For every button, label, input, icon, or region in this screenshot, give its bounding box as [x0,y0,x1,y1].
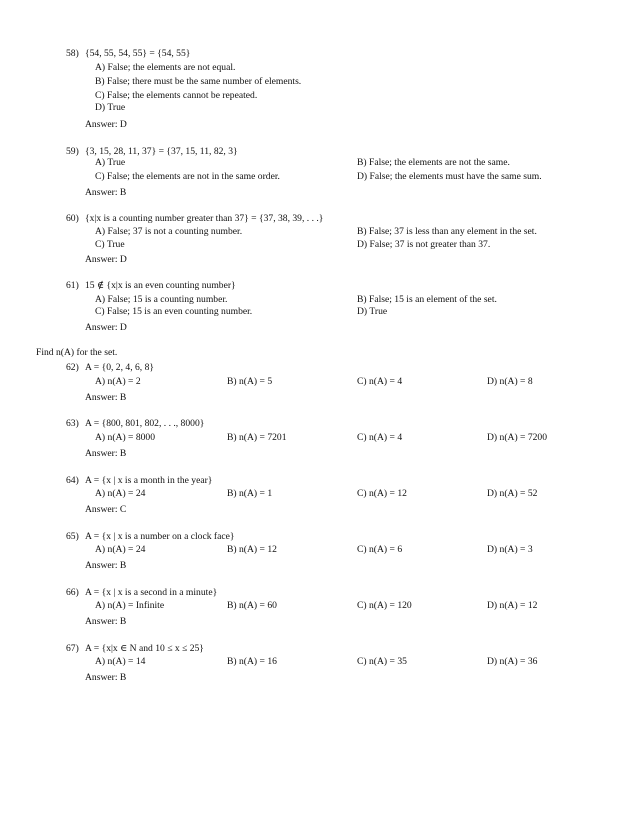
problem-59-question: {3, 15, 28, 11, 37} = {37, 15, 11, 82, 3} [85,146,238,157]
problem-59-number: 59) [66,146,79,157]
problem-62-choice-d: D) n(A) = 8 [487,376,533,387]
problem-58-choice-c: C) False; the elements cannot be repeated. [95,90,258,101]
problem-63-choice-c: C) n(A) = 4 [357,432,403,443]
problem-60-choice-b: B) False; 37 is less than any element in the set. [357,226,537,237]
problem-64-number: 64) [66,475,79,486]
problem-62-answer: Answer: B [85,392,127,403]
problem-66-choice-a: A) n(A) = Infinite [95,600,165,611]
problem-61-choice-c: C) False; 15 is an even counting number. [95,306,253,317]
problem-58-choice-b: B) False; there must be the same number of elements. [95,76,302,87]
problem-65-choice-c: C) n(A) = 6 [357,544,403,555]
problem-61-choice-a: A) False; 15 is a counting number. [95,294,228,305]
problem-66-answer: Answer: B [85,616,127,627]
problem-62-question: A = {0, 2, 4, 6, 8} [85,362,154,373]
problem-62-choice-c: C) n(A) = 4 [357,376,403,387]
problem-67-answer: Answer: B [85,672,127,683]
problem-59-choice-b: B) False; the elements are not the same. [357,157,510,168]
problem-63-choice-b: B) n(A) = 7201 [227,432,287,443]
problem-61-choice-b: B) False; 15 is an element of the set. [357,294,497,305]
problem-59-choice-d: D) False; the elements must have the same sum. [357,171,542,182]
problem-60-choice-c: C) True [95,239,125,250]
problem-66-question: A = {x | x is a second in a minute} [85,587,218,598]
problem-65-choice-a: A) n(A) = 24 [95,544,146,555]
problem-58-choice-d: D) True [95,102,126,113]
problem-61-choice-d: D) True [357,306,388,317]
problem-66-choice-b: B) n(A) = 60 [227,600,277,611]
problem-64-choice-d: D) n(A) = 52 [487,488,538,499]
problem-67-question: A = {x|x ∈ N and 10 ≤ x ≤ 25} [85,643,204,654]
problem-58-question: {54, 55, 54, 55} = {54, 55} [85,48,191,59]
section-heading: Find n(A) for the set. [36,347,118,358]
problem-60-answer: Answer: D [85,254,127,265]
problem-66-choice-d: D) n(A) = 12 [487,600,538,611]
problem-67-choice-b: B) n(A) = 16 [227,656,277,667]
problem-67-choice-a: A) n(A) = 14 [95,656,146,667]
problem-64-answer: Answer: C [85,504,127,515]
problem-65-answer: Answer: B [85,560,127,571]
problem-64-choice-a: A) n(A) = 24 [95,488,146,499]
problem-61-question: 15 ∉ {x|x is an even counting number} [85,280,236,291]
problem-61-answer: Answer: D [85,322,127,333]
problem-63-choice-d: D) n(A) = 7200 [487,432,548,443]
problem-59-choice-a: A) True [95,157,126,168]
problem-65-number: 65) [66,531,79,542]
problem-63-number: 63) [66,418,79,429]
problem-58-answer: Answer: D [85,119,127,130]
problem-62-choice-b: B) n(A) = 5 [227,376,273,387]
problem-59-answer: Answer: B [85,187,127,198]
problem-61-number: 61) [66,280,79,291]
problem-62-choice-a: A) n(A) = 2 [95,376,141,387]
problem-67-choice-d: D) n(A) = 36 [487,656,538,667]
problem-63-answer: Answer: B [85,448,127,459]
problem-60-choice-a: A) False; 37 is not a counting number. [95,226,243,237]
problem-64-choice-c: C) n(A) = 12 [357,488,407,499]
problem-60-choice-d: D) False; 37 is not greater than 37. [357,239,491,250]
problem-62-number: 62) [66,362,79,373]
problem-63-choice-a: A) n(A) = 8000 [95,432,156,443]
problem-59-choice-c: C) False; the elements are not in the same order. [95,171,280,182]
problem-60-number: 60) [66,213,79,224]
problem-67-number: 67) [66,643,79,654]
problem-58-choice-a: A) False; the elements are not equal. [95,62,236,73]
problem-66-number: 66) [66,587,79,598]
problem-65-question: A = {x | x is a number on a clock face} [85,531,235,542]
problem-66-choice-c: C) n(A) = 120 [357,600,412,611]
problem-58-number: 58) [66,48,79,59]
problem-60-question: {x|x is a counting number greater than 37} = {37, 38, 39, . . .} [85,213,324,224]
problem-63-question: A = {800, 801, 802, . . ., 8000} [85,418,205,429]
problem-65-choice-d: D) n(A) = 3 [487,544,533,555]
problem-65-choice-b: B) n(A) = 12 [227,544,277,555]
problem-67-choice-c: C) n(A) = 35 [357,656,407,667]
problem-64-question: A = {x | x is a month in the year} [85,475,213,486]
problem-64-choice-b: B) n(A) = 1 [227,488,273,499]
